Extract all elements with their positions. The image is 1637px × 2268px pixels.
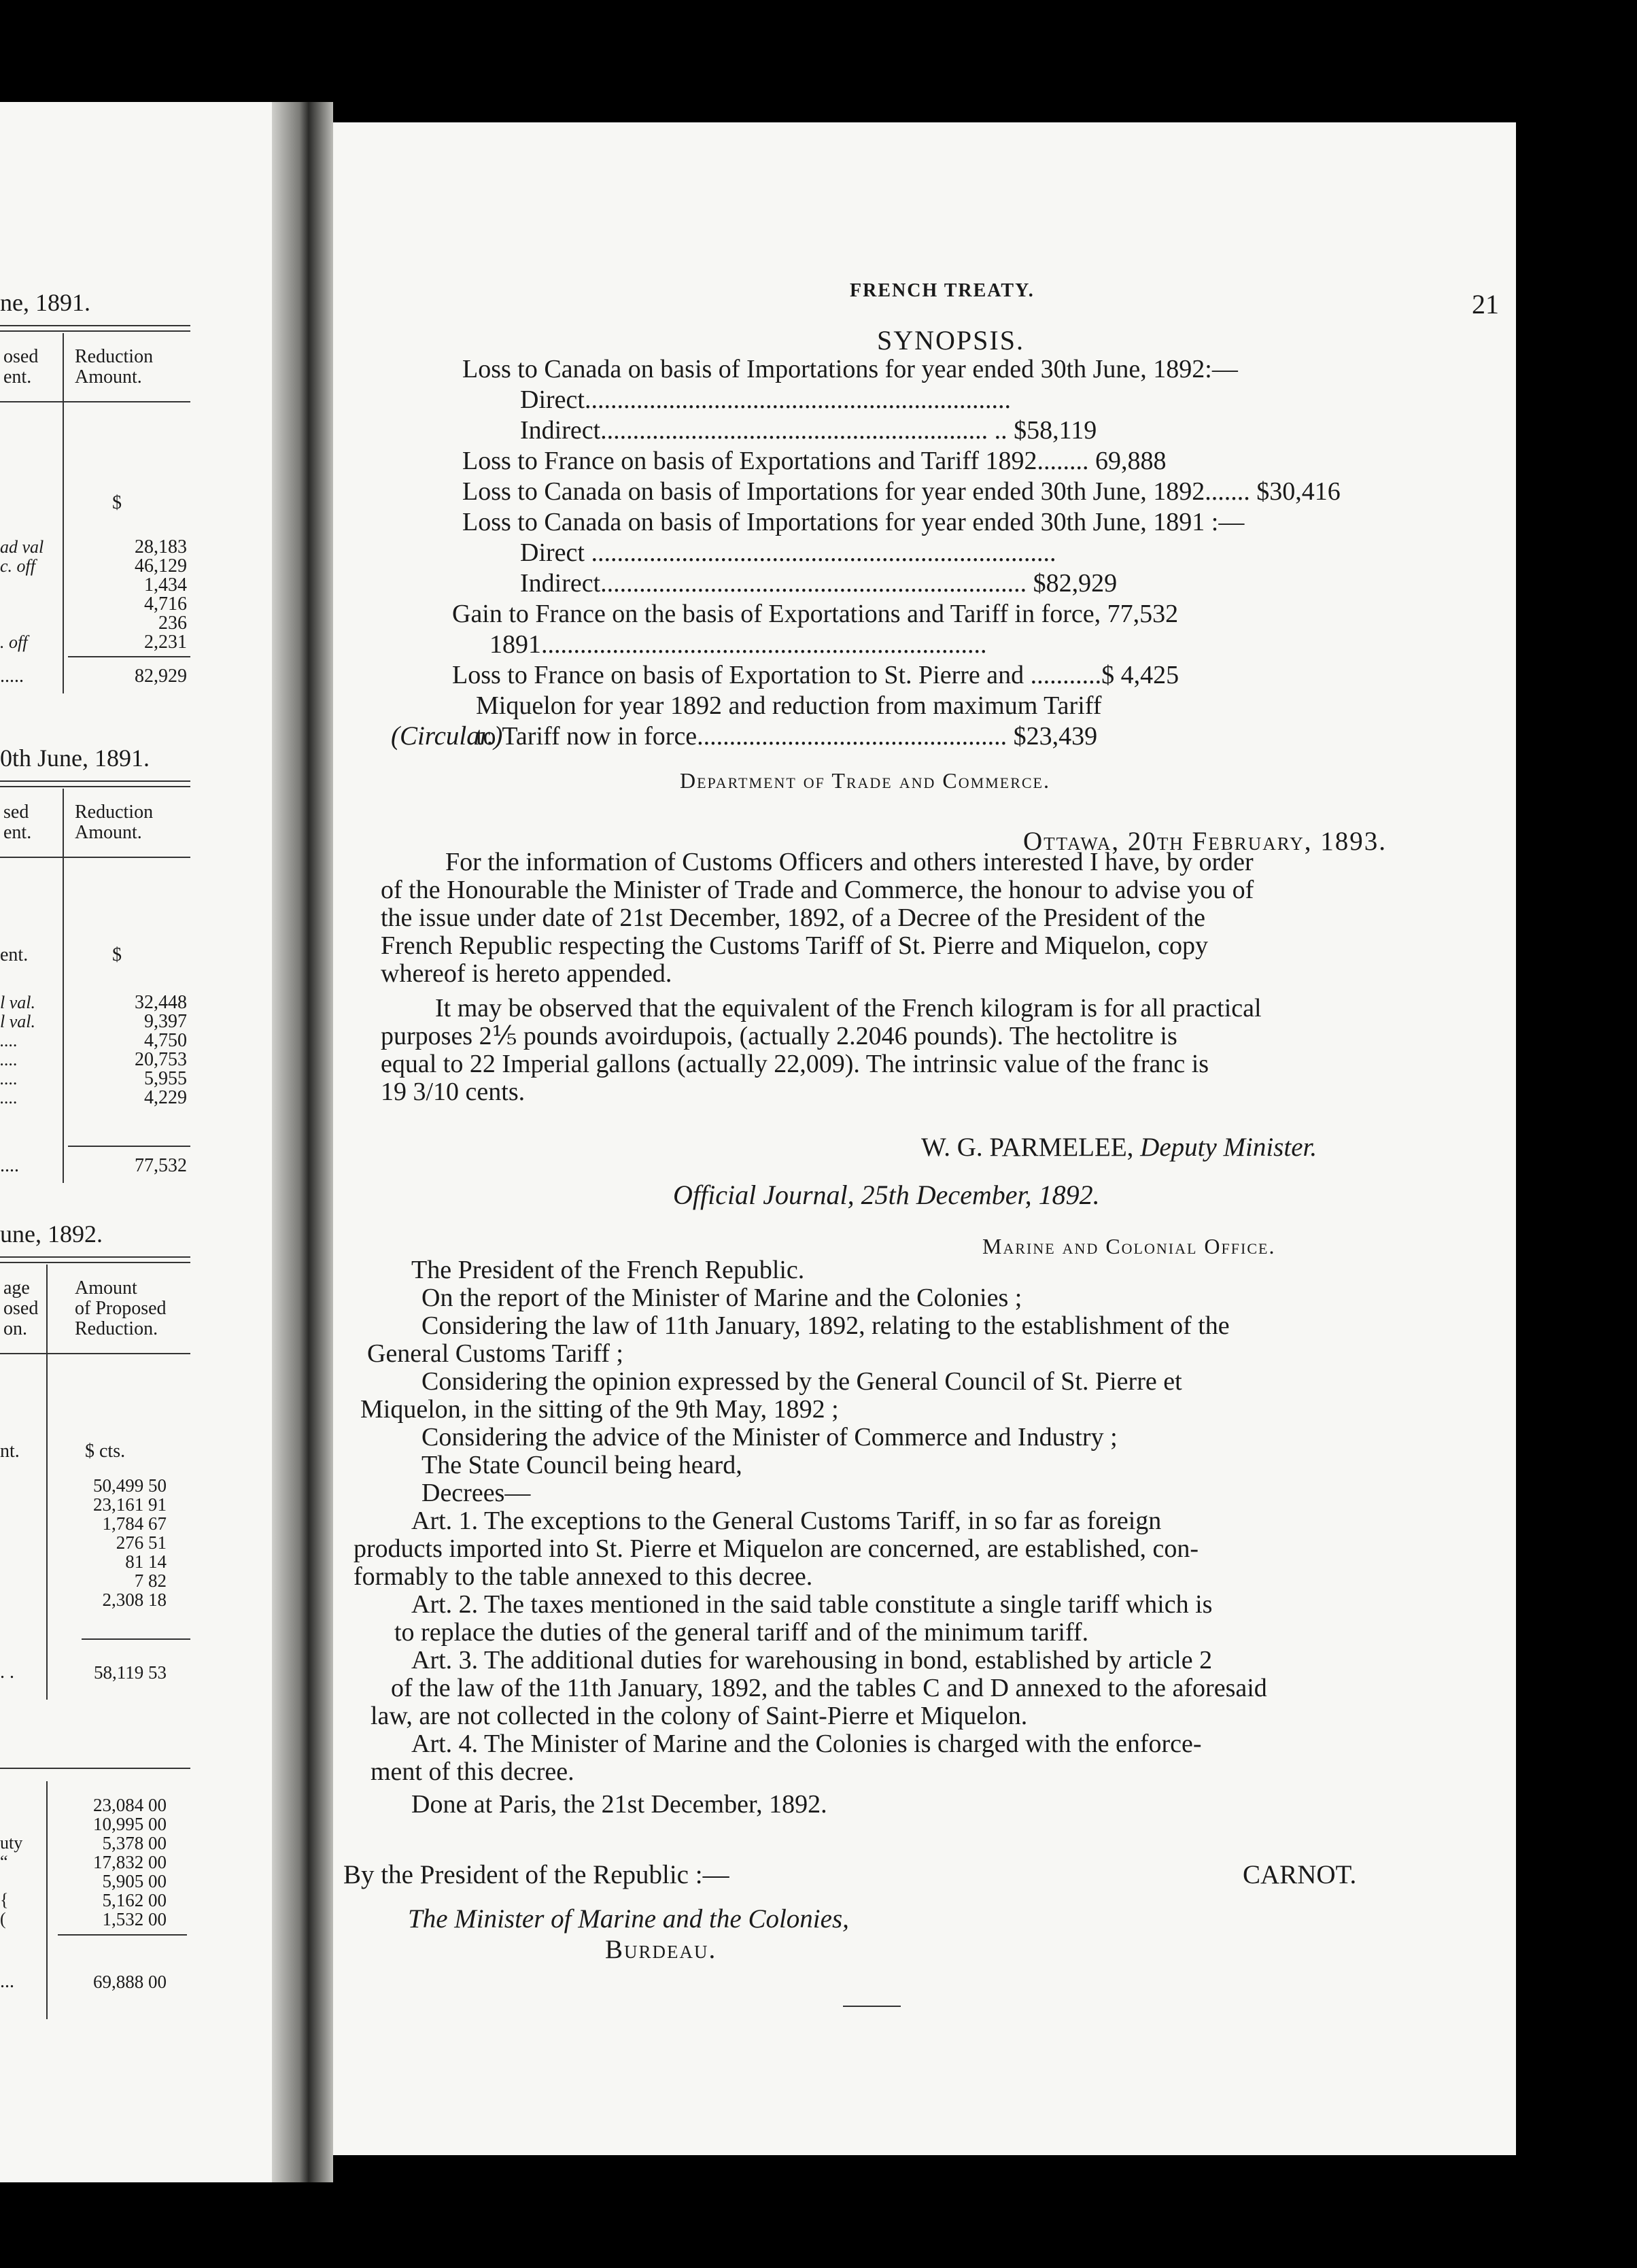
left-row-value: 32,448	[135, 992, 187, 1013]
left-unit: $ cts.	[85, 1441, 126, 1462]
left-total-dots: ...	[0, 1971, 14, 1992]
left-col-heading: Amount.	[75, 822, 142, 843]
left-total: 82,929	[135, 666, 187, 687]
left-col-heading: ent.	[3, 366, 32, 388]
left-table-rule	[0, 857, 190, 858]
left-row-value: 23,084 00	[93, 1795, 167, 1815]
left-unit-label: nt.	[0, 1441, 20, 1462]
decree-line: Miquelon, in the sitting of the 9th May, 1892 ;	[360, 1395, 839, 1424]
place-date: Ottawa, 20th February, 1893.	[1023, 827, 1388, 856]
left-row-label: uty	[0, 1833, 23, 1853]
left-col-heading: Amount.	[75, 366, 142, 388]
decree-line: Art. 1. The exceptions to the General Customs Tariff, in so far as foreign	[411, 1507, 1162, 1535]
left-row-value: 46,129	[135, 555, 187, 577]
left-row-value: 5,162 00	[102, 1890, 167, 1910]
left-row-value: 4,750	[144, 1030, 187, 1051]
left-col-heading: on.	[3, 1318, 27, 1339]
left-col-heading: Reduction	[75, 346, 154, 367]
decree-line: Art. 3. The additional duties for warehousing in bond, established by article 2	[411, 1646, 1213, 1674]
left-row-value: 2,308 18	[102, 1590, 167, 1610]
left-total-rule	[68, 1146, 190, 1147]
closing-rule	[843, 2006, 901, 2007]
left-table-rule	[0, 780, 190, 782]
left-col-divider	[46, 1781, 48, 2019]
decree-line: General Customs Tariff ;	[367, 1339, 623, 1368]
decree-line: Done at Paris, the 21st December, 1892.	[411, 1790, 827, 1819]
left-row-value: 7 82	[134, 1570, 167, 1591]
paragraph-line: of the Honourable the Minister of Trade and Commerce, the honour to advise you of	[381, 876, 1254, 904]
left-row-label: {	[0, 1890, 9, 1910]
synopsis-line: to Tariff now in force................................................ $23,439	[476, 722, 1098, 751]
decree-line: Considering the opinion expressed by the General Council of St. Pierre et	[421, 1367, 1182, 1396]
synopsis-line: Miquelon for year 1892 and reduction from maximum Tariff	[476, 691, 1102, 720]
left-row-value: 236	[158, 613, 187, 634]
left-row-value: 1,532 00	[102, 1909, 167, 1929]
left-row-label: ....	[0, 1069, 18, 1088]
left-row-value: 5,955	[144, 1068, 187, 1089]
synopsis-line: Gain to France on the basis of Exportations and Tariff in force, 77,532	[452, 600, 1179, 628]
left-table-rule	[0, 1262, 190, 1263]
left-row-label: ad val	[0, 537, 44, 557]
left-table-rule	[0, 1353, 190, 1354]
decree-line: On the report of the Minister of Marine and the Colonies ;	[421, 1284, 1022, 1312]
page-number: 21	[1472, 289, 1499, 320]
synopsis-line: 1891.....................................................................	[489, 630, 987, 659]
decree-line: Art. 2. The taxes mentioned in the said table constitute a single tariff which is	[411, 1590, 1213, 1619]
office-heading: Marine and Colonial Office.	[982, 1234, 1276, 1258]
minister-line: The Minister of Marine and the Colonies,	[408, 1904, 849, 1934]
left-row-value: 81 14	[125, 1551, 167, 1572]
left-row-label: l val.	[0, 1012, 35, 1031]
paragraph-line: equal to 22 Imperial gallons (actually 22,009). The intrinsic value of the franc is	[381, 1050, 1209, 1078]
left-col-heading: ent.	[3, 822, 32, 843]
left-table-rule	[0, 330, 190, 332]
left-table-rule	[0, 1256, 190, 1258]
left-col-heading: sed	[3, 802, 29, 823]
decree-line: to replace the duties of the general tariff and of the minimum tariff.	[394, 1618, 1089, 1647]
left-total-rule	[58, 1934, 187, 1936]
left-total-dots: ....	[0, 1155, 19, 1176]
left-table-rule	[0, 1768, 190, 1769]
left-row-value: 276 51	[116, 1532, 167, 1553]
left-row-value: 5,905 00	[102, 1871, 167, 1891]
synopsis-line: Direct ........................................................................	[520, 538, 1056, 567]
left-col-heading: Reduction	[75, 802, 154, 823]
synopsis-line: Loss to Canada on basis of Importations for year ended 30th June, 1892....... $30,416	[462, 477, 1341, 506]
left-row-label: l val.	[0, 993, 35, 1012]
synopsis-line: Loss to France on basis of Exportation to St. Pierre and ...........$ 4,425	[452, 661, 1179, 689]
paragraph-line: whereof is hereto appended.	[381, 959, 672, 988]
left-total-rule	[68, 656, 190, 657]
left-row-value: 10,995 00	[93, 1814, 167, 1834]
left-row-value: 20,753	[135, 1049, 187, 1070]
signature-name: W. G. PARMELEE,	[921, 1133, 1134, 1162]
decree-line: Decrees—	[421, 1479, 531, 1507]
paragraph-line: French Republic respecting the Customs Tariff of St. Pierre and Miquelon, copy	[381, 931, 1208, 960]
left-row-label: c. off	[0, 556, 35, 576]
synopsis-line: Loss to Canada on basis of Importations for year ended 30th June, 1891 :—	[462, 508, 1245, 536]
left-col-heading: osed	[3, 346, 39, 367]
by-president: By the President of the Republic :—	[343, 1860, 729, 1889]
decree-line: The President of the French Republic.	[411, 1256, 805, 1284]
left-col-heading: Reduction.	[75, 1318, 158, 1339]
left-total-dots: .....	[0, 666, 24, 687]
left-row-value: 17,832 00	[93, 1852, 167, 1872]
paragraph-line: It may be observed that the equivalent of the French kilogram is for all practical	[435, 994, 1262, 1023]
left-row-label: ....	[0, 1050, 18, 1069]
decree-line: of the law of the 11th January, 1892, and the tables C and D annexed to the aforesaid	[391, 1674, 1267, 1702]
journal-line: Official Journal, 25th December, 1892.	[673, 1180, 1100, 1210]
synopsis-line: Indirect.................................................................. $82,929	[520, 569, 1118, 598]
left-table-title: ne, 1891.	[0, 289, 90, 316]
circular-label: (Circular.)	[391, 721, 503, 751]
synopsis-line: Loss to Canada on basis of Importations for year ended 30th June, 1892:—	[462, 355, 1238, 383]
left-row-label: ....	[0, 1088, 18, 1107]
left-row-value: 2,231	[144, 632, 187, 653]
decree-line: The State Council being heard,	[421, 1451, 742, 1479]
synopsis-line: Indirect............................................................ .. $58,119	[520, 416, 1097, 445]
left-row-label: “	[0, 1852, 8, 1872]
left-table-title: une, 1892.	[0, 1220, 103, 1248]
left-row-value: 28,183	[135, 536, 187, 557]
paragraph-line: For the information of Customs Officers and others interested I have, by order	[445, 848, 1254, 876]
decree-line: formably to the table annexed to this decree.	[354, 1562, 813, 1591]
left-total: 69,888 00	[93, 1972, 167, 1992]
left-col-divider	[46, 1265, 48, 1700]
left-row-value: 1,784 67	[102, 1513, 167, 1534]
decree-line: Art. 4. The Minister of Marine and the Colonies is charged with the enforce-	[411, 1730, 1202, 1758]
left-col-heading: of Proposed	[75, 1298, 167, 1319]
decree-line: Considering the law of 11th January, 1892, relating to the establishment of the	[421, 1311, 1230, 1340]
paragraph-line: purposes 2⅕ pounds avoirdupois, (actually 2.2046 pounds). The hectolitre is	[381, 1022, 1177, 1050]
left-row-value: 23,161 91	[93, 1494, 167, 1515]
left-total-rule	[82, 1638, 190, 1640]
decree-line: products imported into St. Pierre et Miquelon are concerned, are established, con-	[354, 1534, 1199, 1563]
department-heading: Department of Trade and Commerce.	[680, 768, 1050, 793]
decree-line: ment of this decree.	[371, 1757, 574, 1786]
signature-block	[921, 1132, 1317, 1163]
page-gutter	[272, 102, 333, 2182]
left-unit: $	[112, 492, 122, 513]
signer-name: CARNOT.	[1243, 1860, 1357, 1889]
signature-title: Deputy Minister.	[1140, 1133, 1317, 1162]
left-row-value: 5,378 00	[102, 1833, 167, 1853]
left-row-label: (	[0, 1909, 6, 1929]
left-row-value: 50,499 50	[93, 1475, 167, 1496]
minister-name: Burdeau.	[605, 1935, 717, 1964]
left-col-heading: osed	[3, 1298, 39, 1319]
left-total-dots: . .	[0, 1662, 14, 1683]
left-row-value: 9,397	[144, 1011, 187, 1032]
left-row-label: ....	[0, 1031, 18, 1050]
left-table-title: 0th June, 1891.	[0, 744, 150, 772]
left-unit: $	[112, 944, 122, 965]
left-row-label: . off	[0, 632, 28, 652]
left-total: 77,532	[135, 1155, 187, 1176]
left-table-rule	[0, 401, 190, 402]
paragraph-line: 19 3/10 cents.	[381, 1078, 525, 1106]
synopsis-heading: SYNOPSIS.	[877, 325, 1024, 356]
left-row-value: 4,229	[144, 1087, 187, 1108]
synopsis-line: Direct..................................................................	[520, 385, 1011, 414]
left-col-divider	[63, 789, 64, 1183]
left-table-rule	[0, 786, 190, 787]
left-col-heading: age	[3, 1277, 30, 1299]
left-col-heading: Amount	[75, 1277, 137, 1299]
decree-line: law, are not collected in the colony of Saint-Pierre et Miquelon.	[371, 1702, 1028, 1730]
left-row-value: 1,434	[144, 574, 187, 596]
left-unit-label: ent.	[0, 944, 29, 965]
left-total: 58,119 53	[94, 1662, 167, 1683]
decree-line: Considering the advice of the Minister of Commerce and Industry ;	[421, 1423, 1118, 1451]
left-col-divider	[63, 333, 64, 693]
left-table-rule	[0, 325, 190, 326]
paragraph-line: the issue under date of 21st December, 1892, of a Decree of the President of the	[381, 904, 1205, 932]
running-title: FRENCH TREATY.	[850, 280, 1035, 301]
synopsis-line: Loss to France on basis of Exportations and Tariff 1892........ 69,888	[462, 447, 1167, 475]
left-row-value: 4,716	[144, 594, 187, 615]
